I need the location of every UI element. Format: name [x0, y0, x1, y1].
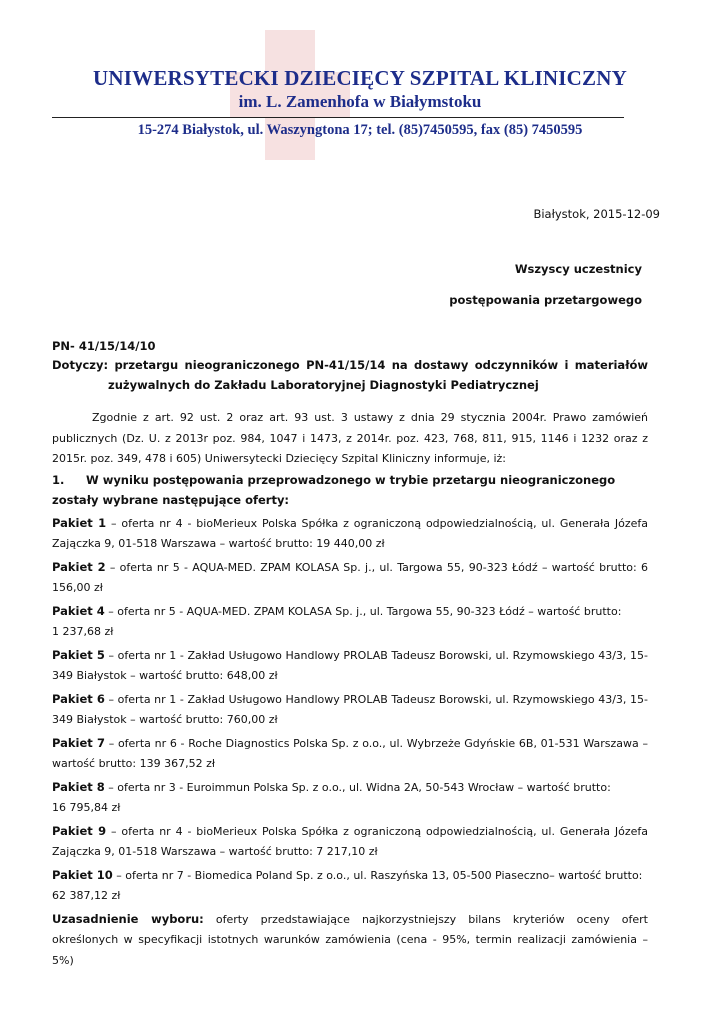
justification-paragraph	[52, 909, 648, 972]
package-name: Pakiet 6	[52, 691, 105, 706]
place-and-date: Białystok, 2015-12-09	[533, 207, 660, 221]
justification-text: oferty przedstawiające najkorzystniejszy bilans kryteriów oceny ofert określonych w specyfikacji istotnych warunków zamówienia (cena - 95%, termin realizacji zamówienia – 5%)	[52, 912, 648, 967]
letter-body	[52, 408, 648, 971]
packages-list	[52, 513, 648, 907]
regarding-label: Dotyczy:	[52, 358, 109, 372]
letterhead-divider	[52, 117, 624, 118]
package-details: – oferta nr 3 - Euroimmun Polska Sp. z o.o., ul. Widna 2A, 50-543 Wrocław – wartość brutto: 16 795,84 zł	[52, 780, 611, 814]
package-name: Pakiet 8	[52, 779, 105, 794]
point-1	[52, 470, 648, 511]
package-name: Pakiet 7	[52, 735, 105, 750]
package-details: – oferta nr 7 - Biomedica Poland Sp. z o.o., ul. Raszyńska 13, 05-500 Piaseczno– wartość brutto: 62 387,12 zł	[52, 868, 643, 902]
package-item	[52, 865, 648, 907]
package-name: Pakiet 5	[52, 647, 105, 662]
package-item	[52, 513, 648, 555]
package-item	[52, 557, 648, 599]
package-item	[52, 601, 648, 643]
package-item	[52, 777, 648, 819]
regarding-block	[52, 355, 648, 395]
package-details: – oferta nr 4 - bioMerieux Polska Spółka z ograniczoną odpowiedzialnością, ul. Generała Józefa Zajączka 9, 01-518 Warszawa – wartość brutto: 19 440,00 zł	[52, 516, 648, 550]
package-item	[52, 821, 648, 863]
regarding-line-2: zużywalnych do Zakładu Laboratoryjnej Diagnostyki Pediatrycznej	[108, 378, 539, 392]
recipients-line-1: Wszyscy uczestnicy	[514, 262, 642, 276]
package-details: – oferta nr 6 - Roche Diagnostics Polska Sp. z o.o., ul. Wybrzeże Gdyńskie 6B, 01-531 Warszawa – wartość brutto: 139 367,52 zł	[52, 736, 648, 770]
package-name: Pakiet 10	[52, 867, 113, 882]
package-name: Pakiet 2	[52, 559, 106, 574]
recipients-block	[449, 262, 642, 324]
regarding-line-1: przetargu nieograniczonego PN-41/15/14 na dostawy odczynników i materiałów	[114, 358, 648, 372]
package-details: – oferta nr 5 - AQUA-MED. ZPAM KOLASA Sp. j., ul. Targowa 55, 90-323 Łódź – wartość brutto: 6 156,00 zł	[52, 560, 648, 594]
package-details: – oferta nr 1 - Zakład Usługowo Handlowy PROLAB Tadeusz Borowski, ul. Rzymowskiego 43/3, 15-349 Białystok – wartość brutto: 648,00 zł	[52, 648, 648, 682]
hospital-subtitle: im. L. Zamenhofa w Białymstoku	[238, 92, 482, 111]
package-details: – oferta nr 4 - bioMerieux Polska Spółka z ograniczoną odpowiedzialnością, ul. Generała Józefa Zajączka 9, 01-518 Warszawa – wartość brutto: 7 217,10 zł	[52, 824, 648, 858]
package-item	[52, 733, 648, 775]
package-details: – oferta nr 1 - Zakład Usługowo Handlowy PROLAB Tadeusz Borowski, ul. Rzymowskiego 43/3, 15-349 Białystok – wartość brutto: 760,00 zł	[52, 692, 648, 726]
package-item	[52, 645, 648, 687]
justification-label: Uzasadnienie wyboru:	[52, 911, 204, 926]
package-name: Pakiet 4	[52, 603, 105, 618]
package-details: – oferta nr 5 - AQUA-MED. ZPAM KOLASA Sp. j., ul. Targowa 55, 90-323 Łódź – wartość brutto: 1 237,68 zł	[52, 604, 622, 638]
recipients-line-2: postępowania przetargowego	[449, 293, 642, 307]
package-item	[52, 689, 648, 731]
intro-paragraph: Zgodnie z art. 92 ust. 2 oraz art. 93 ust. 3 ustawy z dnia 29 stycznia 2004r. Prawo zamówień publicznych (Dz. U. z 2013r poz. 984, 1047 i 1473, z 2014r. poz. 423, 768, 811, 915, 1146 i 1232 oraz z 2015r. poz. 349, 478 i 605) Uniwersytecki Dziecięcy Szpital Kliniczny informuje, iż:	[52, 411, 648, 465]
package-name: Pakiet 9	[52, 823, 107, 838]
package-name: Pakiet 1	[52, 515, 107, 530]
point-1-text: W wyniku postępowania przeprowadzonego w trybie przetargu nieograniczonego zostały wybrane następujące oferty:	[52, 472, 616, 507]
point-1-number: 1.	[52, 472, 65, 487]
hospital-address: 15-274 Białystok, ul. Waszyngtona 17; tel. (85)7450595, fax (85) 7450595	[137, 122, 583, 138]
reference-number: PN- 41/15/14/10	[52, 339, 156, 353]
hospital-name: UNIWERSYTECKI DZIECIĘCY SZPITAL KLINICZNY	[93, 66, 627, 90]
